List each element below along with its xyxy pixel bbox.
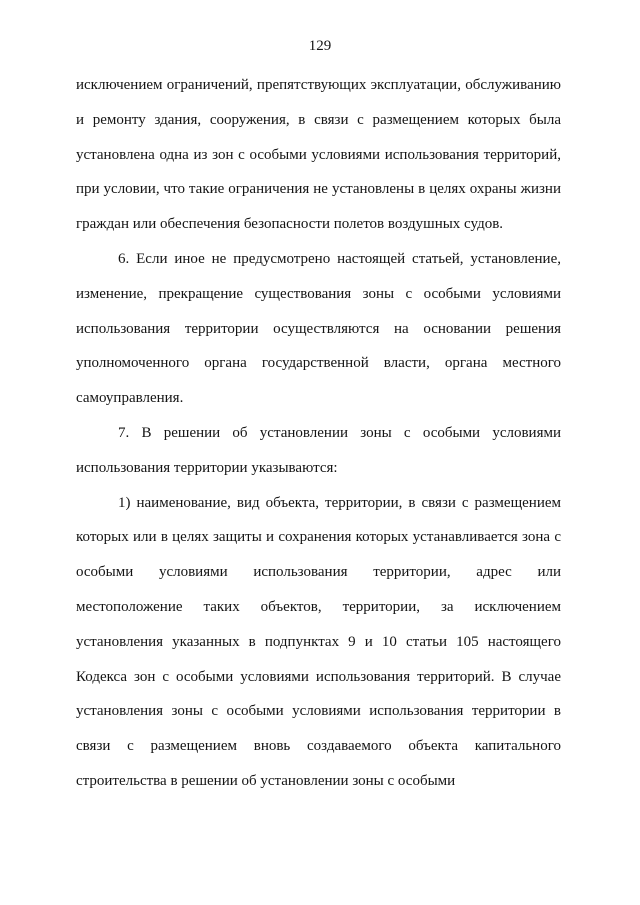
document-body [76,68,561,799]
paragraph-item-7: 7. В решении об установлении зоны с особыми условиями использования территории указываются: [76,424,561,476]
paragraph-item-6: 6. Если иное не предусмотрено настоящей статьей, установление, изменение, прекращение существования зоны с особыми условиями использования территории осуществляются на основании решения уполномоченного органа государственной власти, органа местного самоуправления. [76,250,561,407]
page-number: 129 [308,38,332,54]
paragraph-subitem-1: 1) наименование, вид объекта, территории, в связи с размещением которых или в целях защиты и сохранения которых устанавливается зона с особыми условиями использования территории, адрес или местоположение таких объектов, территории, за исключением установления указанных в подпунктах 9 и 10 статьи 105 настоящего Кодекса зон с особыми условиями использования территорий. В случае установления зоны с особыми условиями использования территории в связи с размещением вновь создаваемого объекта капитального строительства в решении об установлении зоны с особыми [76,494,561,789]
paragraph-continuation: исключением ограничений, препятствующих эксплуатации, обслуживанию и ремонту здания, сооружения, в связи с размещением которых была установлена одна из зон с особыми условиями использования территорий, при условии, что такие ограничения не установлены в целях охраны жизни граждан или обеспечения безопасности полетов воздушных судов. [76,77,561,233]
